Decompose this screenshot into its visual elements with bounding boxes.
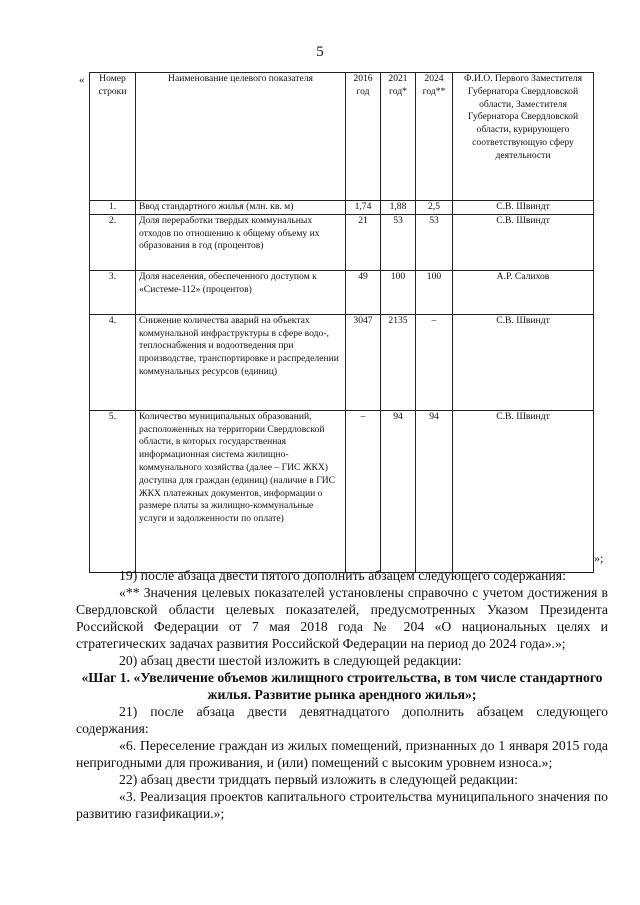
header-year-2021: 2021 год* [381,73,416,201]
value-2016: 3047 [346,314,381,410]
value-2021: 2135 [381,314,416,410]
value-2016: 49 [346,270,381,314]
paragraph-21-text: «6. Переселение граждан из жилых помещений, признанных до 1 января 2015 года непригодными для проживания, и (или) помещений с высоким уровнем износа.»; [76,738,608,770]
indicator-name: Доля переработки твердых коммунальных отходов по отношению к общему объему их образования в год (процентов) [136,214,346,270]
value-2024: 100 [416,270,453,314]
table-row [90,201,594,215]
responsible-person: С.В. Швиндт [453,314,594,410]
indicator-name: Ввод стандартного жилья (млн. кв. м) [136,201,346,215]
paragraph-21: 21) после абзаца двести девятнадцатого дополнить абзацем следующего содержания: [76,704,608,736]
value-2024: – [416,314,453,410]
row-number: 3. [90,270,136,314]
value-2021: 53 [381,214,416,270]
header-indicator-name: Наименование целевого показателя [136,73,346,201]
header-year-2024: 2024 год** [416,73,453,201]
table-open-quote: « [79,74,85,86]
indicator-name: Доля населения, обеспеченного доступом к «Системе-112» (процентов) [136,270,346,314]
value-2021: 1,88 [381,201,416,215]
responsible-person: А.Р. Салихов [453,270,594,314]
page-number: 5 [316,44,324,60]
value-2016: 21 [346,214,381,270]
value-2024: 53 [416,214,453,270]
row-number: 4. [90,314,136,410]
responsible-person: С.В. Швиндт [453,214,594,270]
indicator-name: Количество муниципальных образований, расположенных на территории Свердловской области, в которых государственная информационная система жилищно-коммунального хозяйства (далее – ГИС ЖКХ) доступна для граждан (единиц) (наличие в ГИС ЖКХ платежных документов, информации о размере платы за жилищно-коммунальные услуги и задолженности по оплате) [136,410,346,572]
amendment-text [76,567,608,822]
value-2024: 94 [416,410,453,572]
paragraph-19-text: «** Значения целевых показателей установлены справочно с учетом достижения в Свердловской области целевых показателей, предусмотренных Указом Президента Российской Федерации от 7 мая 2018 года № 204 «О национальных целях и стратегических задачах развития Российской Федерации на период до 2024 года».»; [76,585,608,651]
value-2016: 1,74 [346,201,381,215]
table-row [90,314,594,410]
row-number: 1. [90,201,136,215]
table-header-row [90,73,594,201]
value-2024: 2,5 [416,201,453,215]
paragraph-20-text: «Шаг 1. «Увеличение объемов жилищного строительства, в том числе стандартного жилья. Развитие рынка арендного жилья»; [81,670,603,702]
value-2021: 94 [381,410,416,572]
table-row [90,410,594,572]
row-number: 2. [90,214,136,270]
indicator-name: Снижение количества аварий на объектах коммунальной инфраструктуры в сфере водо-, теплоснабжения и водоотведения при производстве, транспортировке и распределении коммунальных ресурсов (единиц) [136,314,346,410]
table-row [90,214,594,270]
responsible-person: С.В. Швиндт [453,410,594,572]
paragraph-20: 20) абзац двести шестой изложить в следующей редакции: [119,653,462,668]
header-responsible: Ф.И.О. Первого Заместителя Губернатора Свердловской области, Заместителя Губернатора Свердловской области, курирующего соответствующую сферу деятельности [453,73,594,201]
value-2021: 100 [381,270,416,314]
header-row-number: Номер строки [90,73,136,201]
row-number: 5. [90,410,136,572]
paragraph-22-text: «3. Реализация проектов капитального строительства муниципального значения по развитию газификации.»; [76,789,608,821]
paragraph-22: 22) абзац двести тридцать первый изложить в следующей редакции: [119,772,518,787]
table-close-quote: »; [594,551,604,565]
header-year-2016: 2016 год [346,73,381,201]
value-2016: – [346,410,381,572]
indicator-table [89,72,594,573]
paragraph-19: 19) после абзаца двести пятого дополнить абзацем следующего содержания: [119,568,566,583]
table-row [90,270,594,314]
responsible-person: С.В. Швиндт [453,201,594,215]
